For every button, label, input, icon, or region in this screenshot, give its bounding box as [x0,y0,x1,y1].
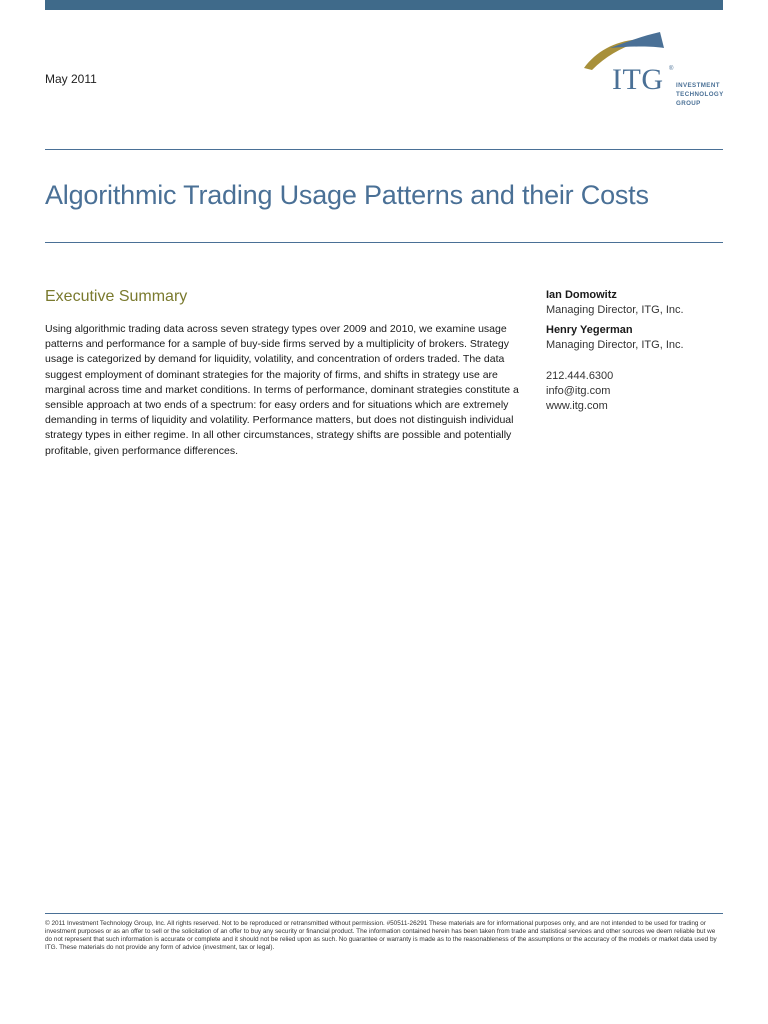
logo-letters: ITG [612,63,664,96]
author-role: Managing Director, ITG, Inc. [546,339,684,351]
logo-subtitle [676,81,724,108]
itg-logo [582,28,727,112]
logo-sub-line: GROUP [676,100,701,107]
contact-phone: 212.444.6300 [546,370,614,382]
logo-sub-line: TECHNOLOGY [676,91,724,98]
title-top-rule [45,149,723,150]
contact-website[interactable]: www.itg.com [546,400,608,412]
summary-paragraph: Using algorithmic trading data across seven strategy types over 2009 and 2010, we examine usage patterns and performance for a sample of buy-side firms served by a multiplicity of brokers. Strategy usage is categorized by demand for liquidity, volatility, and concentration of orders traded. The data suggest employment of dominant strategies for the majority of firms, and shifts in strategy use are marginal across time and market conditions. In terms of performance, dominant strategies constitute a sensible approach at two ends of a spectrum: for easy orders and for situations which are extremely demanding in terms of liquidity and volatility. Performance matters, but does not distinguish individual strategy types in either regime. In all other circumstances, strategy shifts are possible and potentially profitable, given performance differences. [45,323,519,457]
author-name: Henry Yegerman [546,324,633,336]
section-heading: Executive Summary [45,288,188,305]
footer-rule [45,913,723,914]
author-role: Managing Director, ITG, Inc. [546,304,684,316]
footer-disclaimer: © 2011 Investment Technology Group, Inc. All rights reserved. Not to be reproduced or retransmitted without permission. #50511-26291 These materials are for informational purposes only, and are not intended to be used for trading or investment purposes or as an offer to sell or the solicitation of an offer to buy any security or financial product. The information contained herein has been taken from trade and statistical services and other sources we deem reliable but we do not represent that such information is accurate or complete and it should not be relied upon as such. No guarantee or warranty is made as to the reasonableness of the assumptions or the accuracy of the models or market data used by ITG. These materials do not provide any form of advice (investment, tax or legal). [45,920,717,951]
contact-info [546,369,684,414]
author-block [546,288,684,414]
logo-sub-line: INVESTMENT [676,82,720,89]
document-title: Algorithmic Trading Usage Patterns and their Costs [45,180,649,210]
logo-registered-mark: ® [669,66,674,72]
author-name: Ian Domowitz [546,289,617,301]
top-bar [45,0,723,10]
publication-date: May 2011 [45,72,97,86]
title-bottom-rule [45,242,723,243]
contact-email[interactable]: info@itg.com [546,385,611,397]
